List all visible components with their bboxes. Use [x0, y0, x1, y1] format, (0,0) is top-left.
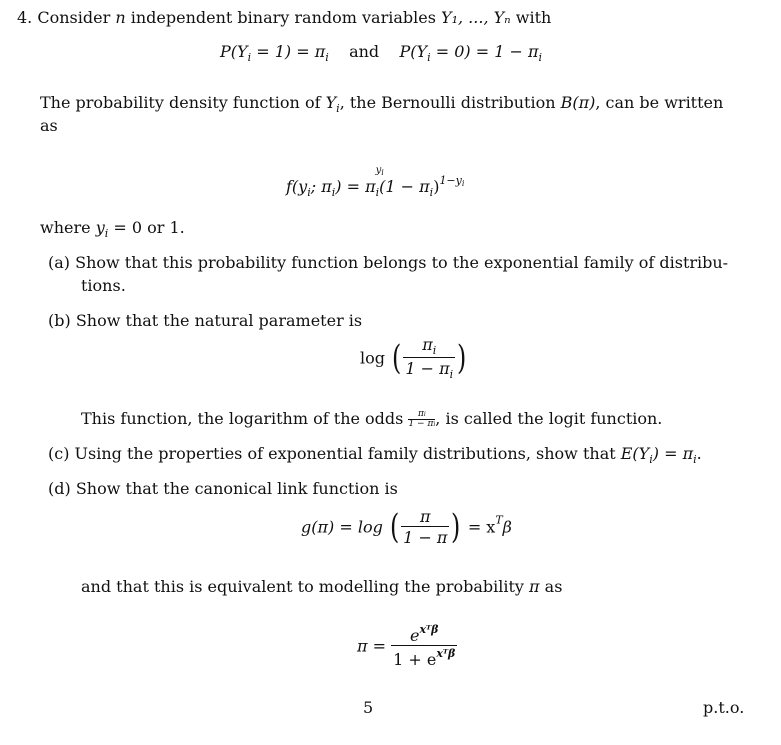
- b-den: [403, 357, 455, 381]
- eq2-sub2: i: [331, 186, 336, 199]
- d-beta: β: [502, 517, 512, 537]
- para1-Y: Y: [325, 93, 337, 112]
- part-d-label: (d): [48, 479, 71, 498]
- eq1-left: P(Y: [220, 42, 248, 61]
- eq2-exp1: y: [375, 165, 382, 176]
- part-b-sentence: [81, 409, 662, 429]
- para1-c: , can be written: [595, 93, 724, 112]
- b-frac: [403, 335, 455, 381]
- where-text: where: [40, 218, 91, 237]
- part-a-text1: Show that this probability function belongs to the exponential family of distribu-: [75, 253, 729, 272]
- b-odds-frac: [408, 410, 435, 429]
- question-number: 4.: [17, 8, 33, 27]
- eq2-semi: ; π: [310, 177, 332, 196]
- part-d-line1: [48, 479, 398, 499]
- eq1-right-b: = 0) = 1 − π: [430, 42, 539, 61]
- b-odds-num: [408, 410, 435, 419]
- eq1-right-a: P(Y: [399, 42, 428, 61]
- para1-line2: as: [40, 116, 58, 135]
- part-b-text1: Show that the natural parameter is: [75, 311, 363, 330]
- where-y-sub: i: [104, 227, 109, 240]
- para1-Y-sub: i: [336, 102, 340, 115]
- part-b-label: (b): [48, 311, 71, 330]
- d-rparen: ): [451, 507, 461, 547]
- eq2-exp2: [439, 174, 464, 187]
- b-rparen: ): [457, 338, 467, 378]
- b-odds-den: [408, 419, 435, 429]
- para1-b: , the Bernoulli distribution: [339, 93, 556, 112]
- part-a-label: (a): [48, 253, 71, 272]
- pto-label: p.t.o.: [703, 698, 745, 717]
- equation-canonical-link: [301, 507, 512, 547]
- d-exp1: xᵀβ: [419, 623, 439, 636]
- b-lparen: (: [392, 338, 402, 378]
- eq2-mid: (1 − π: [379, 177, 430, 196]
- page-number: 5: [363, 698, 374, 717]
- intro-n: n: [115, 8, 126, 27]
- d-den: 1 − π: [403, 528, 448, 547]
- intro-text-c: with: [515, 8, 552, 27]
- d-frac: [401, 507, 449, 547]
- b-num-text: π: [422, 335, 433, 354]
- b-odds-num-text: π: [417, 409, 424, 419]
- d-e1: e: [409, 626, 420, 645]
- eq1-and: and: [349, 42, 380, 61]
- para1-a: The probability density function of: [40, 93, 321, 112]
- b-sent-b: , is called the logit function.: [435, 409, 663, 428]
- part-c-label: (c): [48, 444, 70, 463]
- para1-line1: [40, 93, 723, 119]
- eq2-exp2-sub: i: [461, 179, 465, 188]
- eq2-f: f(y: [286, 177, 308, 196]
- part-d-line2: [81, 577, 562, 597]
- equation-probabilities: [220, 42, 542, 64]
- c-end-sub: i: [693, 453, 697, 466]
- eq2-sub4: i: [429, 186, 434, 199]
- part-c-text1: Using the properties of exponential family distributions, show that: [74, 444, 616, 463]
- part-b-line1: [48, 311, 362, 331]
- d-line2-text: and that this is equivalent to modelling the probability: [81, 577, 524, 596]
- c-end: ) = π: [652, 444, 694, 463]
- part-d-text1: Show that the canonical link function is: [75, 479, 398, 498]
- c-E: E(Y: [620, 444, 650, 463]
- d-T: T: [495, 513, 503, 527]
- part-c-line1: (c) Using the properties of exponential family distributions, show that $E(Y_i) = \pi_i$.: [48, 444, 702, 466]
- where-rest: = 0 or 1.: [108, 218, 185, 237]
- question-intro: [17, 8, 551, 28]
- where-y: y: [95, 218, 105, 237]
- d-logistic-den: [391, 645, 457, 669]
- eq2-sub1: i: [307, 186, 311, 199]
- b-log: log: [360, 348, 385, 368]
- b-num: [403, 335, 455, 357]
- part-a-line2: tions.: [81, 276, 126, 295]
- eq1-sub-i2: i: [325, 51, 329, 64]
- b-num-sub: i: [432, 344, 437, 357]
- equation-bernoulli: [286, 165, 465, 199]
- eq1-sub-i3: i: [427, 51, 431, 64]
- c-E-sub: i: [649, 453, 653, 466]
- where-line: [40, 218, 185, 244]
- d-pieq: π =: [357, 636, 387, 656]
- eq2-end: ): [433, 177, 440, 196]
- eq2-exp2-text: 1−y: [439, 174, 462, 187]
- eq2-eq: ) = π: [335, 177, 376, 196]
- d-exp2: xᵀβ: [436, 647, 456, 660]
- d-g: g(π) = log: [301, 517, 383, 537]
- d-onep: 1 + e: [393, 650, 437, 669]
- intro-vars: Y₁, ..., Yₙ: [441, 8, 511, 27]
- d-num: π: [420, 507, 431, 526]
- d-logistic-num: [391, 623, 457, 645]
- b-odds-num-sub: i: [423, 411, 426, 418]
- b-odds-den-sub: i: [433, 421, 436, 428]
- equation-natural-parameter: [360, 335, 468, 381]
- part-a-line1: [48, 253, 728, 273]
- d-pi: π: [529, 577, 540, 596]
- eq1-sub-i: i: [247, 51, 252, 64]
- para1-B: B(π): [560, 93, 596, 112]
- intro-text-b: independent binary random variables: [130, 8, 436, 27]
- d-lparen: (: [389, 507, 400, 547]
- d-as: as: [544, 577, 563, 596]
- intro-text-a: Consider: [37, 8, 111, 27]
- b-sent-a: This function, the logarithm of the odds: [81, 409, 404, 428]
- d-logistic-frac: [391, 623, 457, 669]
- eq2-exp1-sub: i: [381, 168, 384, 177]
- eq1-mid: = 1) = π: [251, 42, 326, 61]
- eq2-sub3: i: [375, 186, 380, 199]
- equation-logistic: [357, 623, 457, 669]
- eq1-sub-i4: i: [538, 51, 543, 64]
- b-odds-den-text: 1 − π: [408, 419, 434, 429]
- b-den-text: 1 − π: [405, 359, 450, 378]
- b-den-sub: i: [449, 368, 454, 381]
- d-rhs: = x: [467, 517, 496, 537]
